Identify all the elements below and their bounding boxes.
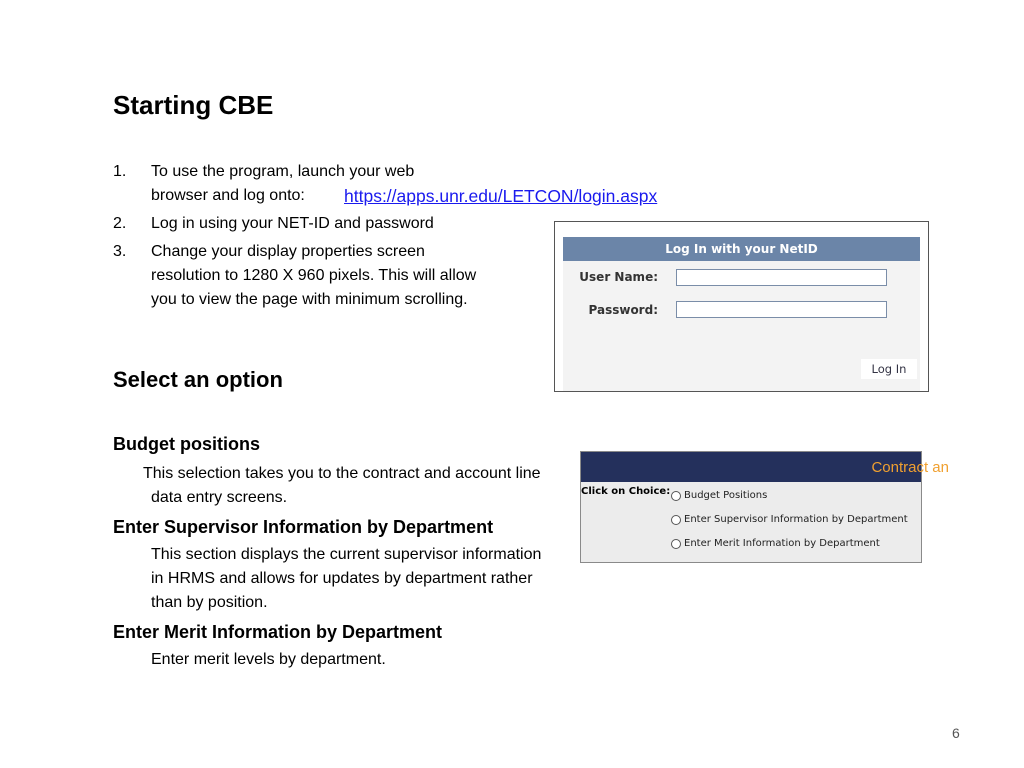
choice-option-supervisor[interactable] [671, 514, 908, 525]
section-title-supervisor: Enter Supervisor Information by Department [113, 517, 494, 537]
step-text: Log in using your NET-ID and password [151, 215, 434, 232]
username-input[interactable] [676, 269, 887, 286]
section-body-budget: This selection takes you to the contract and account line data entry screens. [143, 465, 541, 506]
section-title-merit: Enter Merit Information by Department [113, 622, 443, 642]
password-input[interactable] [676, 301, 887, 318]
options-description [113, 434, 543, 672]
step-number: 1. [113, 163, 127, 180]
choice-label: Click on Choice: [581, 486, 671, 497]
choice-header-text: Contract an [871, 459, 949, 476]
choice-header [581, 452, 949, 482]
page-number: 6 [952, 725, 960, 741]
choice-option-budget[interactable] [671, 490, 767, 501]
section-title-budget: Budget positions [113, 434, 260, 454]
choice-option-label: Enter Merit Information by Department [684, 538, 880, 549]
choice-option-label: Enter Supervisor Information by Department [684, 514, 908, 525]
password-label: Password: [588, 303, 658, 317]
section-body-supervisor: This section displays the current supervisor information in HRMS and allows for updates by department rather than by position. [151, 546, 542, 611]
login-button[interactable]: Log In [861, 359, 917, 379]
radio-icon[interactable] [671, 539, 681, 549]
step-number: 3. [113, 243, 127, 260]
step-item [113, 240, 533, 312]
login-panel [563, 237, 920, 391]
step-text: To use the program, launch your web browser and log onto: [151, 163, 415, 204]
section-body-merit: Enter merit levels by department. [151, 651, 386, 668]
slide-title: Starting CBE [113, 90, 274, 120]
steps-list [113, 160, 533, 312]
select-option-heading: Select an option [113, 367, 283, 392]
login-header: Log In with your NetID [563, 237, 920, 261]
choice-screenshot [580, 451, 949, 563]
step-text: Change your display properties screen resolution to 1280 X 960 pixels. This will allow you to view the page with minimum scrolling. [151, 243, 477, 308]
step-item [113, 212, 533, 236]
login-screenshot [554, 221, 929, 392]
username-label: User Name: [579, 270, 658, 284]
choice-option-label: Budget Positions [684, 490, 768, 501]
radio-icon[interactable] [671, 491, 681, 501]
radio-icon[interactable] [671, 515, 681, 525]
choice-option-merit[interactable] [671, 538, 880, 549]
step-number: 2. [113, 215, 127, 232]
login-url-link[interactable]: https://apps.unr.edu/LETCON/login.aspx [344, 186, 658, 206]
